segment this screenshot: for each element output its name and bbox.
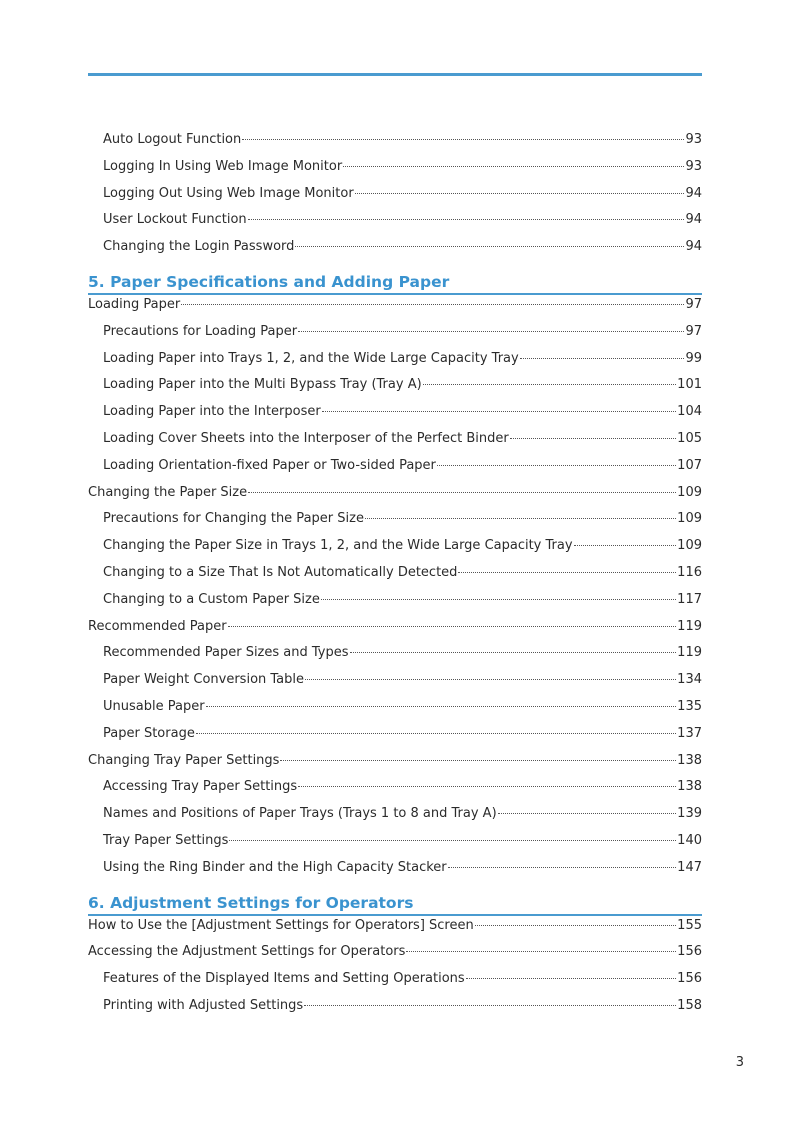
toc-entry-title: Loading Paper into Trays 1, 2, and the Wide Large Capacity Tray — [103, 350, 519, 366]
dot-leader — [304, 1005, 676, 1006]
toc-entry-title: Changing the Paper Size in Trays 1, 2, and the Wide Large Capacity Tray — [103, 538, 573, 554]
toc-entry-page: 97 — [685, 296, 702, 312]
toc-entry-page: 135 — [677, 698, 702, 714]
toc-entry-title: Accessing Tray Paper Settings — [103, 779, 298, 795]
toc-entry-page: 138 — [677, 752, 702, 768]
toc-subsection-entry[interactable] — [88, 404, 702, 431]
toc-entry-page: 116 — [677, 564, 702, 580]
dot-leader — [574, 545, 677, 546]
toc-entry-page: 104 — [677, 404, 702, 420]
toc-subsection-entry[interactable] — [88, 699, 702, 726]
toc-entry-title: Features of the Displayed Items and Setting Operations — [103, 971, 465, 987]
toc-entry-page: 119 — [677, 618, 702, 634]
toc-section-entry[interactable] — [88, 297, 702, 324]
toc-entry-page: 156 — [677, 971, 702, 987]
toc-subsection-entry[interactable] — [88, 971, 702, 998]
toc-section-entry[interactable] — [88, 619, 702, 646]
dot-leader — [406, 951, 676, 952]
toc-entry-page: 158 — [677, 997, 702, 1013]
dot-leader — [228, 626, 677, 627]
toc-subsection-entry[interactable] — [88, 998, 702, 1025]
toc-entry-page: 105 — [677, 430, 702, 446]
toc-entry-title: User Lockout Function — [103, 212, 247, 228]
toc-entry-page: 137 — [677, 725, 702, 741]
toc-entry-title: Precautions for Loading Paper — [103, 323, 298, 339]
dot-leader — [448, 867, 677, 868]
toc-entry-title: Unusable Paper — [103, 698, 205, 714]
table-of-contents — [88, 132, 702, 1025]
toc-subsection-entry[interactable] — [88, 565, 702, 592]
toc-entry-page: 99 — [685, 350, 702, 366]
toc-entry-title: Loading Cover Sheets into the Interposer of the Perfect Binder — [103, 430, 509, 446]
toc-entry-title: Loading Paper into the Multi Bypass Tray (Tray A) — [103, 377, 422, 393]
dot-leader — [466, 978, 676, 979]
toc-entry-title: Changing to a Size That Is Not Automatically Detected — [103, 564, 458, 580]
dot-leader — [248, 492, 676, 493]
dot-leader — [181, 304, 684, 305]
toc-entry-page: 156 — [677, 944, 702, 960]
page-number: 3 — [735, 1055, 744, 1070]
dot-leader — [498, 813, 677, 814]
toc-entry-page: 109 — [677, 484, 702, 500]
toc-entry-page: 119 — [677, 645, 702, 661]
toc-entry-title: Precautions for Changing the Paper Size — [103, 511, 364, 527]
header-rule — [88, 73, 702, 76]
toc-section-entry[interactable] — [88, 944, 702, 971]
toc-subsection-entry[interactable] — [88, 324, 702, 351]
dot-leader — [298, 331, 684, 332]
dot-leader — [229, 840, 676, 841]
toc-section-entry[interactable] — [88, 753, 702, 780]
toc-entry-title: Paper Storage — [103, 725, 195, 741]
dot-leader — [475, 925, 676, 926]
toc-section-entry[interactable] — [88, 918, 702, 945]
toc-entry-title: Changing Tray Paper Settings — [88, 752, 280, 768]
toc-entry-page: 94 — [685, 239, 702, 255]
toc-entry-title: Printing with Adjusted Settings — [103, 997, 304, 1013]
toc-entry-page: 134 — [677, 672, 702, 688]
toc-entry-page: 93 — [685, 132, 702, 147]
toc-subsection-entry[interactable] — [88, 672, 702, 699]
toc-entry-title: Recommended Paper — [88, 618, 227, 634]
dot-leader — [321, 599, 676, 600]
toc-subsection-entry[interactable] — [88, 212, 702, 239]
toc-entry-page: 138 — [677, 779, 702, 795]
toc-entry-title: Loading Orientation-fixed Paper or Two-sided Paper — [103, 457, 436, 473]
toc-entry-title: Paper Weight Conversion Table — [103, 672, 305, 688]
toc-subsection-entry[interactable] — [88, 833, 702, 860]
toc-entry-title: Changing the Login Password — [103, 239, 295, 255]
toc-entry-title: Changing the Paper Size — [88, 484, 248, 500]
dot-leader — [437, 465, 676, 466]
toc-entry-page: 147 — [677, 859, 702, 875]
dot-leader — [458, 572, 676, 573]
dot-leader — [248, 219, 685, 220]
toc-subsection-entry[interactable] — [88, 538, 702, 565]
toc-subsection-entry[interactable] — [88, 351, 702, 378]
dot-leader — [242, 139, 684, 140]
toc-subsection-entry[interactable] — [88, 592, 702, 619]
toc-entry-page: 109 — [677, 538, 702, 554]
toc-entry-title: Auto Logout Function — [103, 132, 242, 147]
dot-leader — [295, 246, 684, 247]
toc-entry-title: Accessing the Adjustment Settings for Operators — [88, 944, 406, 960]
toc-entry-title: Loading Paper — [88, 296, 181, 312]
toc-section-entry[interactable] — [88, 485, 702, 512]
dot-leader — [298, 786, 676, 787]
toc-subsection-entry[interactable] — [88, 645, 702, 672]
toc-subsection-entry[interactable] — [88, 377, 702, 404]
dot-leader — [350, 652, 677, 653]
dot-leader — [423, 384, 677, 385]
toc-entry-title: Changing to a Custom Paper Size — [103, 591, 320, 607]
toc-entry-title: Logging In Using Web Image Monitor — [103, 158, 343, 174]
toc-subsection-entry[interactable] — [88, 458, 702, 485]
dot-leader — [206, 706, 677, 707]
dot-leader — [355, 193, 685, 194]
toc-entry-title: Recommended Paper Sizes and Types — [103, 645, 349, 661]
toc-subsection-entry[interactable] — [88, 511, 702, 538]
toc-entry-title: How to Use the [Adjustment Settings for Operators] Screen — [88, 917, 474, 933]
toc-subsection-entry[interactable] — [88, 806, 702, 833]
toc-entry-page: 139 — [677, 806, 702, 822]
toc-subsection-entry[interactable] — [88, 186, 702, 213]
toc-subsection-entry[interactable] — [88, 431, 702, 458]
dot-leader — [510, 438, 676, 439]
toc-subsection-entry[interactable] — [88, 159, 702, 186]
chapter-heading[interactable]: 6. Adjustment Settings for Operators — [88, 887, 702, 916]
toc-entry-page: 93 — [685, 158, 702, 174]
toc-entry-page: 107 — [677, 457, 702, 473]
toc-entry-title: Loading Paper into the Interposer — [103, 404, 321, 420]
dot-leader — [322, 411, 676, 412]
toc-entry-page: 155 — [677, 917, 702, 933]
toc-subsection-entry[interactable] — [88, 860, 702, 887]
toc-entry-title: Logging Out Using Web Image Monitor — [103, 185, 354, 201]
toc-entry-title: Names and Positions of Paper Trays (Trays 1 to 8 and Tray A) — [103, 806, 497, 822]
toc-subsection-entry[interactable] — [88, 132, 702, 159]
toc-subsection-entry[interactable] — [88, 726, 702, 753]
toc-entry-title: Tray Paper Settings — [103, 832, 229, 848]
toc-entry-page: 117 — [677, 591, 702, 607]
toc-entry-page: 94 — [685, 185, 702, 201]
toc-entry-page: 101 — [677, 377, 702, 393]
toc-subsection-entry[interactable] — [88, 239, 702, 266]
dot-leader — [196, 733, 676, 734]
dot-leader — [305, 679, 676, 680]
toc-entry-title: Using the Ring Binder and the High Capacity Stacker — [103, 859, 447, 875]
toc-subsection-entry[interactable] — [88, 779, 702, 806]
dot-leader — [280, 760, 676, 761]
toc-entry-page: 109 — [677, 511, 702, 527]
dot-leader — [343, 166, 684, 167]
dot-leader — [365, 518, 676, 519]
toc-entry-page: 94 — [685, 212, 702, 228]
dot-leader — [520, 358, 685, 359]
toc-entry-page: 97 — [685, 323, 702, 339]
chapter-heading[interactable]: 5. Paper Specifications and Adding Paper — [88, 266, 702, 295]
toc-entry-page: 140 — [677, 832, 702, 848]
